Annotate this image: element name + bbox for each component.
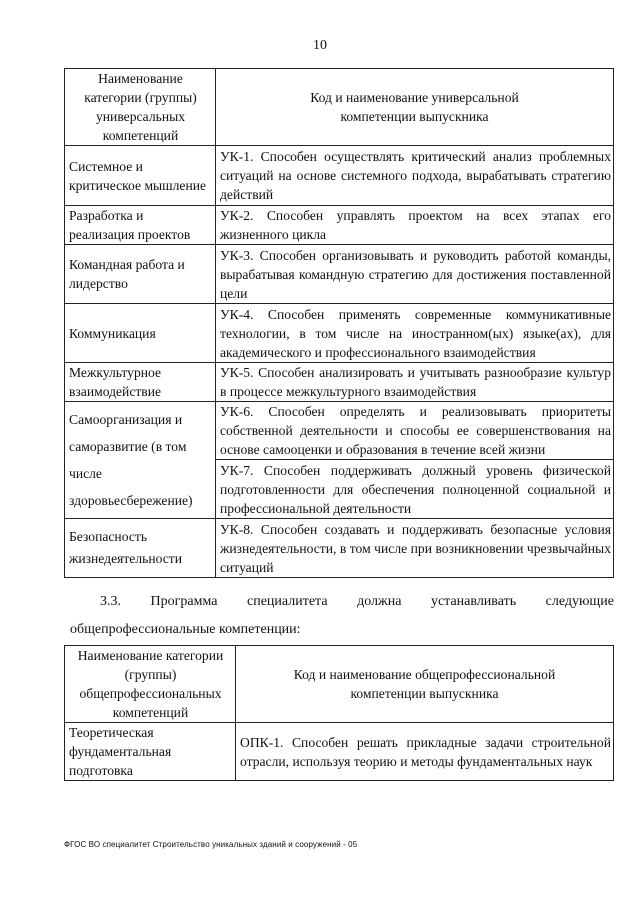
category-cell: Коммуникация <box>65 304 216 363</box>
table-row <box>65 304 614 363</box>
universal-competencies-table <box>64 68 614 578</box>
competence-cell: УК-8. Способен создавать и поддерживать безопасные условия жизнедеятельности, в том числе при возникновении чрезвычайных ситуаций <box>216 519 614 578</box>
paragraph-3-3-line1 <box>70 592 614 611</box>
competence-cell: УК-4. Способен применять современные коммуникативные технологии, в том числе на иностранном(ых) языке(ах), для академического и профессионального взаимодействия <box>216 304 614 363</box>
competence-cell: УК-7. Способен поддерживать должный уровень физической подготовленности для обеспечения полноценной социальной и профессиональной деятельности <box>216 460 614 519</box>
category-cell: Самоорганизация и саморазвитие (в том числе здоровьесбережение) <box>65 402 216 519</box>
table-row <box>65 402 614 460</box>
page-number: 10 <box>313 38 327 53</box>
category-cell: Безопасность жизнедеятельности <box>65 519 216 578</box>
category-cell: Разработка и реализация проектов <box>65 206 216 245</box>
table-row <box>65 245 614 304</box>
paragraph-word: устанавливать <box>430 594 517 609</box>
table-header-row <box>65 646 614 723</box>
header-category-cell: Наименование категории (группы) общепрофессиональных компетенций <box>65 646 236 723</box>
table-row <box>65 723 614 781</box>
competence-cell: УК-2. Способен управлять проектом на всех этапах его жизненного цикла <box>216 206 614 245</box>
category-cell: Теоретическая фундаментальная подготовка <box>65 723 236 781</box>
table-row <box>65 519 614 578</box>
general-professional-competencies-table <box>64 645 614 781</box>
competence-cell: УК-1. Способен осуществлять критический анализ проблемных ситуаций на основе системного подхода, вырабатывать стратегию действий <box>216 146 614 206</box>
paragraph-word: должна <box>357 594 402 609</box>
table-header-row <box>65 69 614 146</box>
header-category-cell: Наименование категории (группы) универсальных компетенций <box>65 69 216 146</box>
table-row <box>65 146 614 206</box>
competence-cell: УК-5. Способен анализировать и учитывать разнообразие культур в процессе межкультурного взаимодействия <box>216 363 614 402</box>
competence-cell: УК-6. Способен определять и реализовывать приоритеты собственной деятельности и способы ее совершенствования на основе самооценки и образования в течение всей жизни <box>216 402 614 460</box>
competence-cell: УК-3. Способен организовывать и руководить работой команды, вырабатывая командную стратегию для достижения поставленной цели <box>216 245 614 304</box>
header-competence-cell: Код и наименование общепрофессиональной компетенции выпускника <box>236 646 614 723</box>
table-row <box>65 363 614 402</box>
paragraph-word: Программа <box>150 594 218 609</box>
footer-note: ФГОС ВО специалитет Строительство уникальных зданий и сооружений - 05 <box>64 840 358 849</box>
category-cell: Системное и критическое мышление <box>65 146 216 206</box>
category-cell: Командная работа и лидерство <box>65 245 216 304</box>
paragraph-word: специалитета <box>247 594 328 609</box>
header-competence-cell: Код и наименование универсальной компетенции выпускника <box>216 69 614 146</box>
paragraph-number: 3.3. <box>100 594 121 609</box>
paragraph-3-3-line2: общепрофессиональные компетенции: <box>70 622 301 637</box>
paragraph-word: следующие <box>545 594 614 609</box>
table-row <box>65 206 614 245</box>
competence-cell: ОПК-1. Способен решать прикладные задачи строительной отрасли, используя теорию и методы фундаментальных наук <box>236 723 614 781</box>
category-cell: Межкультурное взаимодействие <box>65 363 216 402</box>
